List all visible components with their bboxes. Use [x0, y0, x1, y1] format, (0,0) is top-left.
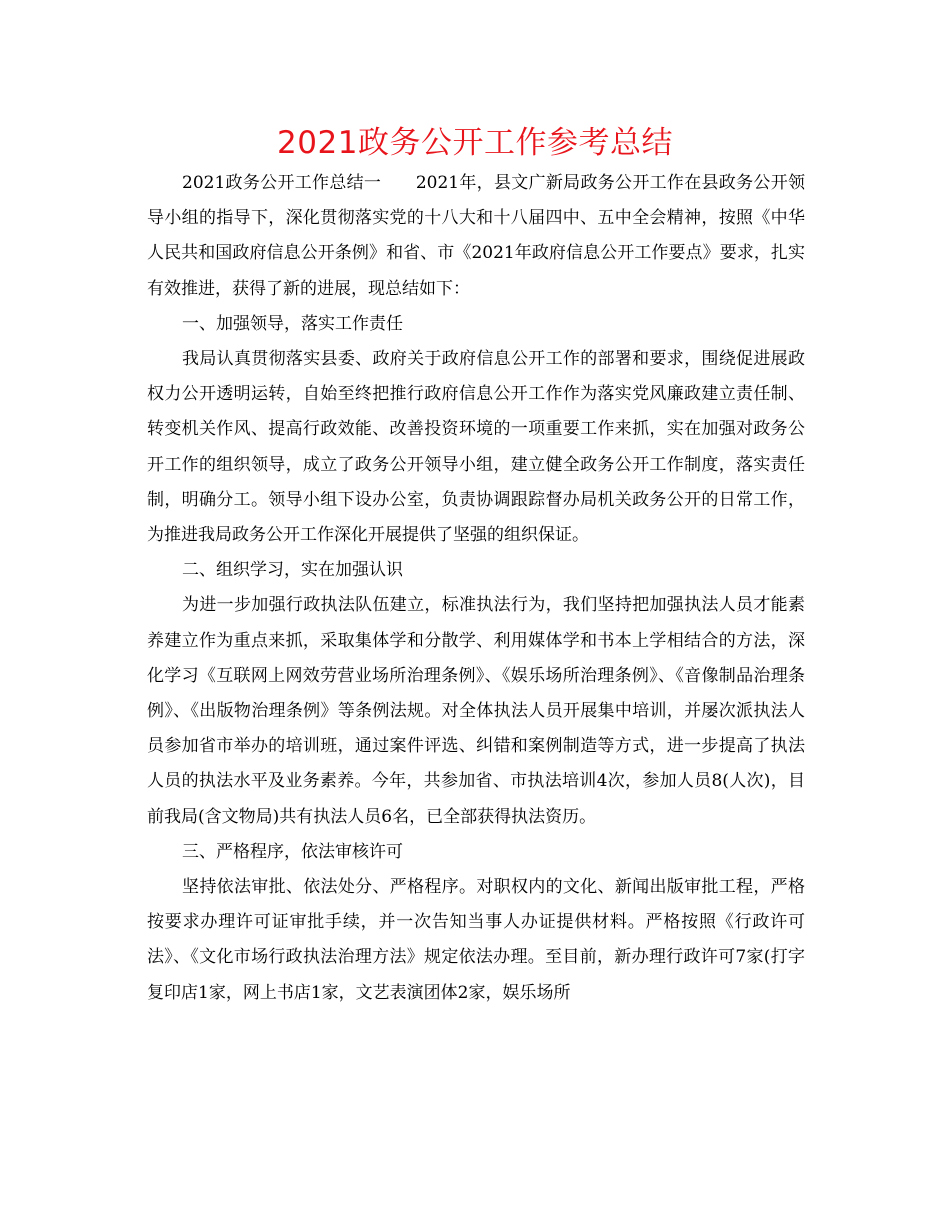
- paragraph-section-3: 坚持依法审批、依法处分、严格程序。对职权内的文化、新闻出版审批工程，严格按要求办理许可证审批手续，并一次告知当事人办证提供材料。严格按照《行政许可法》、《文化市场行政执法治理方法》规定依法办理。至目前，新办理行政许可7家(打字复印店1家，网上书店1家，文艺表演团体2家，娱乐场所: [147, 877, 805, 1003]
- paragraph-section-2: 为进一步加强行政执法队伍建立，标准执法行为，我们坚持把加强执法人员才能素养建立作为重点来抓，采取集体学和分散学、利用媒体学和书本上学相结合的方法，深化学习《互联网上网效劳营业场所治理条例》、《娱乐场所治理条例》、《音像制品治理条例》、《出版物治理条例》等条例法规。对全体执法人员开展集中培训，并屡次派执法人员参加省市举办的培训班，通过案件评选、纠错和案例制造等方式，进一步提高了执法人员的执法水平及业务素养。今年，共参加省、市执法培训4次，参加人员8(人次)，目前我局(含文物局)共有执法人员6名，已全部获得执法资历。: [147, 595, 805, 827]
- document-title: 2021政务公开工作参考总结: [277, 125, 673, 161]
- section-heading-1: 一、加强领导，落实工作责任: [182, 313, 403, 334]
- section-heading-3: 三、严格程序，依法审核许可: [182, 841, 403, 862]
- paragraph-intro: 2021政务公开工作总结一 2021年，县文广新局政务公开工作在县政务公开领导小组的指导下，深化贯彻落实党的十八大和十八届四中、五中全会精神，按照《中华人民共和国政府信息公开条例》和省、市《2021年政府信息公开工作要点》要求，扎实有效推进，获得了新的进展，现总结如下：: [147, 173, 805, 299]
- paragraph-section-1: 我局认真贯彻落实县委、政府关于政府信息公开工作的部署和要求，围绕促进展政权力公开透明运转，自始至终把推行政府信息公开工作作为落实党风廉政建立责任制、转变机关作风、提高行政效能、改善投资环境的一项重要工作来抓，实在加强对政务公开工作的组织领导，成立了政务公开领导小组，建立健全政务公开工作制度，落实责任制，明确分工。领导小组下设办公室，负责协调跟踪督办局机关政务公开的日常工作，为推进我局政务公开工作深化开展提供了坚强的组织保证。: [147, 349, 805, 546]
- document-body: [147, 166, 805, 1011]
- section-heading-2: 二、组织学习，实在加强认识: [182, 560, 403, 581]
